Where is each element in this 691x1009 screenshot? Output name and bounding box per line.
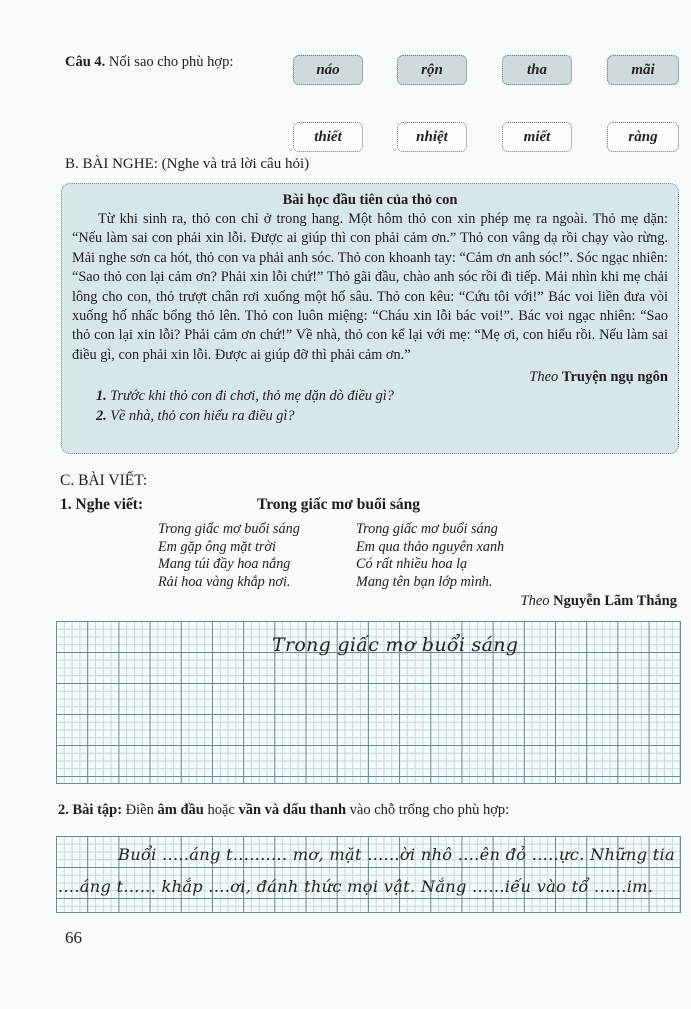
story-question-1 — [72, 387, 668, 407]
word-box-bottom-4[interactable] — [607, 122, 679, 152]
instr-text: Điền — [122, 802, 158, 818]
question-number: Câu 4. — [65, 54, 106, 70]
word-box-bottom-1[interactable] — [293, 122, 363, 152]
exercise-instruction — [58, 802, 509, 819]
word-label: rộn — [421, 61, 443, 78]
question-4-label — [65, 54, 233, 71]
story-question-2 — [72, 407, 668, 427]
word-label: mãi — [631, 61, 655, 78]
word-label: ràng — [628, 128, 658, 145]
story-body: Từ khi sinh ra, thỏ con chỉ ở trong hang. Một hôm thỏ con xin phép mẹ ra ngoài. Thỏ mẹ dặn: “Nếu làm sai con phải xin lỗi. Được ai giúp thì con phải cảm ơn.” Thỏ con vâng dạ rồi chạy vào rừng. Mải nghe sơn ca hót, thỏ con va phải anh sóc. Thỏ con khoanh tay: “Cảm ơn anh sóc!”. Sóc ngạc nhiên: “Sao thỏ con lại cảm ơn? Phải xin lỗi chứ!” Thỏ gãi đầu, chào anh sóc rồi đi tiếp. Mải nhìn khi mẹ chải lông cho con, thỏ trượt chân rơi xuống một hố sâu. Thỏ con kêu: “Cứu tôi với!” Bác voi liền đưa vòi xuống hố nhấc bổng thỏ lên. Thỏ con luôn miệng: “Cháu xin lỗi bác voi!”. Bác voi ngạc nhiên: “Sao thỏ con lại xin lỗi? Phải cảm ơn chứ!” Về nhà, thỏ con kể lại với mẹ: “Mẹ ơi, con hiểu rồi. Nếu làm sai điều gì, con phải xin lỗi. Được ai giúp đỡ thì phải cảm ơn.” — [72, 211, 668, 363]
word-box-bottom-3[interactable] — [502, 122, 572, 152]
section-b-heading — [65, 156, 309, 173]
question-num: 2. — [96, 407, 107, 424]
word-label: miết — [523, 128, 551, 145]
word-label: nhiệt — [416, 128, 448, 145]
instr-bold: vần và dấu thanh — [238, 802, 347, 818]
handwritten-title: Trong giấc mơ buổi sáng — [272, 634, 519, 656]
poem-line: Em gặp ông mặt trời — [158, 538, 276, 555]
story-title: Bài học đầu tiên của thỏ con — [282, 192, 458, 208]
poem-line: Trong giấc mơ buổi sáng — [356, 521, 498, 537]
word-label: náo — [316, 61, 340, 78]
instr-text: vào chỗ trống cho phù hợp: — [346, 802, 510, 818]
poem-title: Trong giấc mơ buổi sáng — [257, 496, 421, 513]
word-box-top-2[interactable] — [397, 55, 467, 85]
word-label: tha — [526, 61, 547, 78]
instr-bold: âm đầu — [157, 802, 204, 818]
section-b-subtitle: (Nghe và trả lời câu hỏi) — [157, 156, 310, 172]
dictation-label: 1. Nghe viết: — [60, 496, 144, 513]
word-box-top-1[interactable] — [293, 55, 363, 85]
poem-line: Em qua thảo nguyên xanh — [356, 538, 505, 555]
word-box-bottom-2[interactable] — [397, 122, 467, 152]
question-num: 1. — [96, 388, 107, 405]
poem-line: Mang tên bạn lớp mình. — [356, 573, 493, 590]
story-box — [61, 183, 679, 454]
word-label: thiết — [314, 128, 342, 145]
poem-author — [521, 593, 677, 610]
source-prefix: Theo — [529, 369, 562, 386]
question-text: Trước khi thỏ con đi chơi, thỏ mẹ dặn dò điều gì? — [106, 388, 394, 405]
author-name: Nguyễn Lãm Thắng — [553, 593, 677, 609]
poem-column-2 — [356, 521, 504, 591]
poem-line: Mang túi đầy hoa nắng — [158, 556, 291, 573]
exercise-label: 2. Bài tập: — [58, 802, 123, 818]
word-box-top-4[interactable] — [607, 55, 679, 85]
instr-text: hoặc — [203, 802, 239, 818]
question-text: Về nhà, thỏ con hiểu ra điều gì? — [106, 407, 295, 424]
poem-line: Trong giấc mơ buổi sáng — [158, 521, 300, 537]
exercise-line-2: ....áng t...... khắp ....ơi, đánh thức mọi vật. Nắng ......iếu vào tổ ......im. — [58, 877, 654, 896]
poem-line: Rải hoa vàng khắp nơi. — [158, 573, 291, 590]
poem-line: Có rất nhiều hoa lạ — [356, 556, 468, 573]
page-number: 66 — [65, 928, 82, 947]
section-b-title: B. BÀI NGHE: — [65, 156, 158, 172]
section-c-title: C. BÀI VIẾT: — [60, 472, 148, 489]
source-name: Truyện ngụ ngôn — [561, 369, 668, 386]
story-source — [72, 367, 668, 387]
word-box-top-3[interactable] — [502, 55, 572, 85]
author-prefix: Theo — [520, 593, 554, 609]
poem-column-1 — [158, 521, 300, 591]
exercise-line-1: Buổi .....áng t.......... mơ, mặt ......ời nhô ....ên đỏ .....ực. Những tia — [118, 845, 675, 864]
question-text: Nối sao cho phù hợp: — [105, 54, 234, 70]
